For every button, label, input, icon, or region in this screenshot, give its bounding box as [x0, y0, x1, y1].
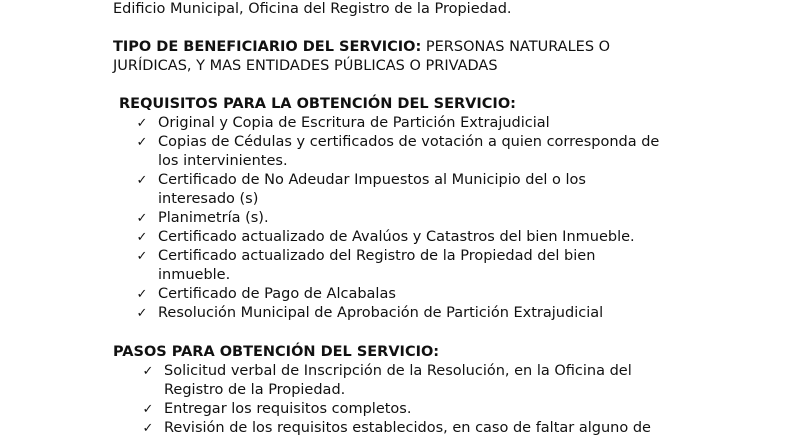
checkmark-icon: ✓ [136, 230, 148, 245]
checkmark-icon: ✓ [136, 135, 148, 150]
checkmark-icon: ✓ [136, 116, 148, 131]
requirement-item-text-cont: interesado (s) [158, 191, 259, 207]
requirement-item-text: Certificado actualizado del Registro de la Propiedad del bien [158, 248, 596, 264]
step-item-text-cont: Registro de la Propiedad. [164, 382, 346, 398]
checkmark-icon: ✓ [136, 306, 148, 321]
checkmark-icon: ✓ [142, 364, 154, 379]
requirement-item [133, 304, 659, 323]
requirement-item-text: Resolución Municipal de Aprobación de Partición Extrajudicial [158, 305, 604, 321]
requirement-item-text-cont: inmueble. [158, 267, 231, 283]
step-item-text: Solicitud verbal de Inscripción de la Resolución, en la Oficina del [164, 363, 632, 379]
beneficiary-line-1 [113, 38, 610, 57]
checkmark-icon: ✓ [142, 402, 154, 417]
step-item [139, 400, 651, 419]
checkmark-icon: ✓ [136, 211, 148, 226]
checkmark-icon: ✓ [136, 249, 148, 264]
requirements-list [133, 114, 659, 323]
requirement-item [133, 228, 659, 247]
steps-heading: PASOS PARA OBTENCIÓN DEL SERVICIO: [113, 344, 440, 360]
requirements-heading: REQUISITOS PARA LA OBTENCIÓN DEL SERVICIO: [119, 96, 516, 112]
beneficiary-label: TIPO DE BENEFICIARIO DEL SERVICIO: [113, 39, 422, 55]
requirement-item-text-cont: los intervinientes. [158, 153, 288, 169]
beneficiary-value-1: PERSONAS NATURALES O [421, 39, 611, 55]
requirement-item-text: Certificado de No Adeudar Impuestos al Municipio del o los [158, 172, 586, 188]
requirement-item-text: Certificado de Pago de Alcabalas [158, 286, 396, 302]
requirement-item [133, 133, 659, 171]
step-item-text: Revisión de los requisitos establecidos, en caso de faltar alguno de [164, 420, 651, 436]
intro-line: Edificio Municipal, Oficina del Registro de la Propiedad. [113, 1, 512, 17]
checkmark-icon: ✓ [136, 287, 148, 302]
step-item [139, 362, 651, 400]
requirement-item [133, 171, 659, 209]
requirement-item-text: Original y Copia de Escritura de Partición Extrajudicial [158, 115, 550, 131]
step-item-text: Entregar los requisitos completos. [164, 401, 412, 417]
requirement-item-text: Planimetría (s). [158, 210, 269, 226]
requirement-item [133, 114, 659, 133]
requirement-item [133, 285, 659, 304]
requirement-item [133, 209, 659, 228]
requirement-item-text: Copias de Cédulas y certificados de votación a quien corresponda de [158, 134, 660, 150]
checkmark-icon: ✓ [142, 421, 154, 436]
requirement-item [133, 247, 659, 285]
checkmark-icon: ✓ [136, 173, 148, 188]
requirement-item-text: Certificado actualizado de Avalúos y Catastros del bien Inmueble. [158, 229, 635, 245]
beneficiary-value-2: JURÍDICAS, Y MAS ENTIDADES PÚBLICAS O PRIVADAS [113, 58, 498, 74]
step-item [139, 419, 651, 438]
